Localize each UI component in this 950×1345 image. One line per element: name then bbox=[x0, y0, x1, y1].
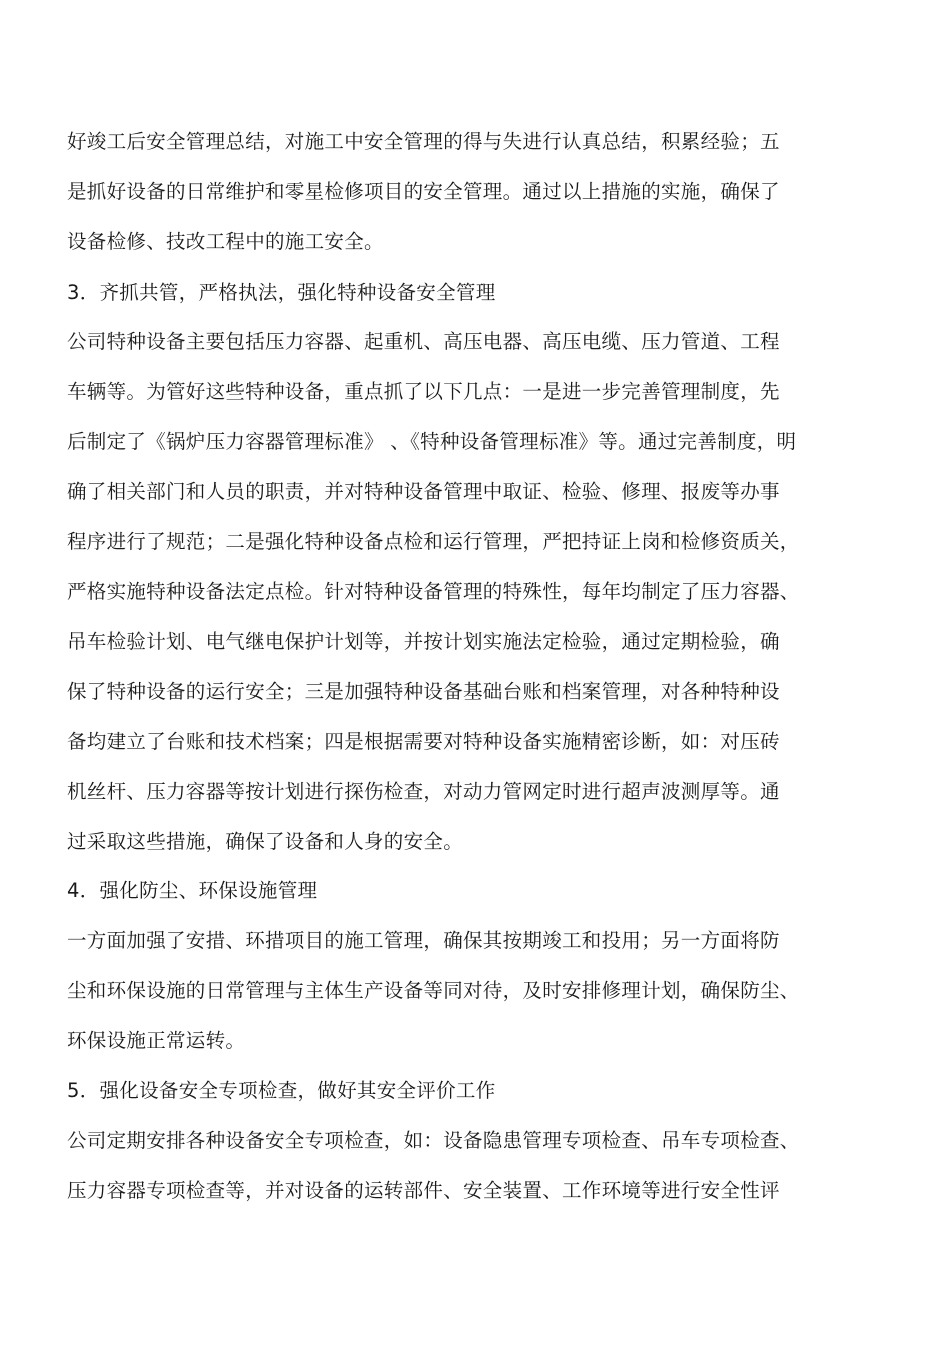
text-line: 程序进行了规范；二是强化特种设备点检和运行管理，严把持证上岗和检修资质关， bbox=[67, 530, 800, 553]
text-line: 好竣工后安全管理总结，对施工中安全管理的得与失进行认真总结，积累经验；五 bbox=[67, 130, 780, 153]
text-line: 压力容器专项检查等，并对设备的运转部件、安全装置、工作环境等进行安全性评 bbox=[67, 1179, 780, 1202]
text-line: 保了特种设备的运行安全；三是加强特种设备基础台账和档案管理，对各种特种设 bbox=[67, 680, 780, 703]
section-heading: 4．强化防尘、环保设施管理 bbox=[67, 879, 318, 902]
text-line: 公司特种设备主要包括压力容器、起重机、高压电器、高压电缆、压力管道、工程 bbox=[67, 330, 780, 353]
text-line: 尘和环保设施的日常管理与主体生产设备等同对待，及时安排修理计划，确保防尘、 bbox=[67, 979, 800, 1002]
text-line: 设备检修、技改工程中的施工安全。 bbox=[67, 230, 384, 253]
text-line: 备均建立了台账和技术档案；四是根据需要对特种设备实施精密诊断，如：对压砖 bbox=[67, 730, 780, 753]
text-line: 环保设施正常运转。 bbox=[67, 1029, 246, 1052]
text-line: 吊车检验计划、电气继电保护计划等，并按计划实施法定检验，通过定期检验，确 bbox=[67, 630, 780, 653]
text-line: 车辆等。为管好这些特种设备，重点抓了以下几点：一是进一步完善管理制度，先 bbox=[67, 380, 780, 403]
text-line: 一方面加强了安措、环措项目的施工管理，确保其按期竣工和投用；另一方面将防 bbox=[67, 929, 780, 952]
text-line: 过采取这些措施，确保了设备和人身的安全。 bbox=[67, 830, 464, 853]
text-line: 是抓好设备的日常维护和零星检修项目的安全管理。通过以上措施的实施，确保了 bbox=[67, 180, 780, 203]
text-line: 严格实施特种设备法定点检。针对特种设备管理的特殊性，每年均制定了压力容器、 bbox=[67, 580, 800, 603]
text-line: 后制定了《锅炉压力容器管理标准》 、《特种设备管理标准》等。通过完善制度，明 bbox=[67, 430, 797, 453]
text-line: 确了相关部门和人员的职责，并对特种设备管理中取证、检验、修理、报废等办事 bbox=[67, 480, 780, 503]
text-line: 机丝杆、压力容器等按计划进行探伤检查，对动力管网定时进行超声波测厚等。通 bbox=[67, 780, 780, 803]
text-line: 公司定期安排各种设备安全专项检查，如：设备隐患管理专项检查、吊车专项检查、 bbox=[67, 1129, 800, 1152]
section-heading: 3．齐抓共管，严格执法，强化特种设备安全管理 bbox=[67, 281, 496, 304]
section-heading: 5．强化设备安全专项检查，做好其安全评价工作 bbox=[67, 1079, 496, 1102]
